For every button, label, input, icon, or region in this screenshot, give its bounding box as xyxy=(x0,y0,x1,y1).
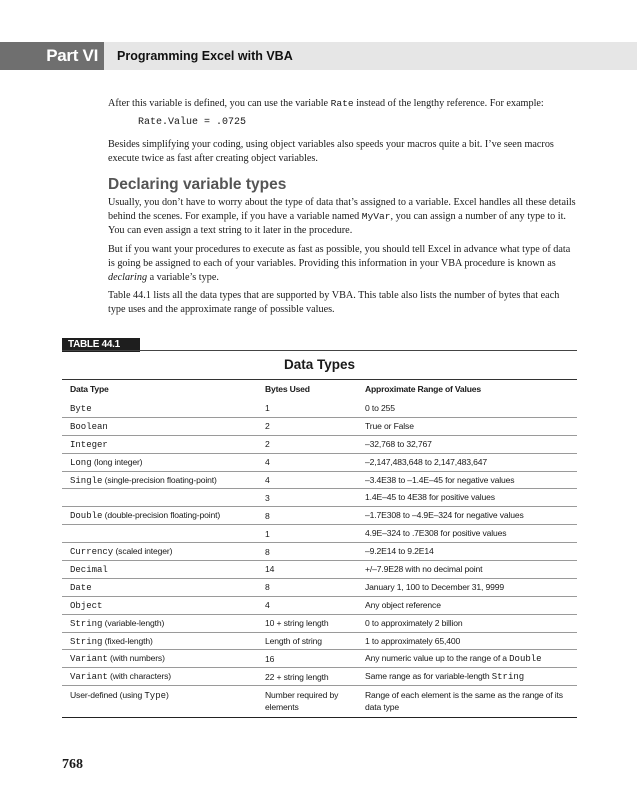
type-keyword: Object xyxy=(70,600,103,611)
cell-bytes-used: Length of string xyxy=(257,632,357,650)
table-row xyxy=(62,543,577,561)
type-description: (single-precision floating-point) xyxy=(102,474,217,485)
part-label: Part VI xyxy=(0,42,104,70)
cell-data-type xyxy=(62,399,257,417)
type-keyword: Date xyxy=(70,582,92,593)
cell-range xyxy=(357,668,577,686)
range-keyword: String xyxy=(491,672,525,683)
type-description: (scaled integer) xyxy=(113,546,173,557)
type-keyword: Double xyxy=(70,511,103,522)
table-title: Data Types xyxy=(283,357,356,372)
table-row xyxy=(62,668,577,686)
cell-range xyxy=(357,525,577,543)
table-row xyxy=(62,578,577,596)
cell-range xyxy=(357,507,577,525)
cell-range xyxy=(357,578,577,596)
type-keyword: Decimal xyxy=(70,564,108,575)
cell-range xyxy=(357,614,577,632)
table-row xyxy=(62,489,577,507)
type-description: ) xyxy=(166,690,169,701)
cell-range xyxy=(357,561,577,579)
range-text: 1.4E–45 to 4E38 for positive values xyxy=(365,492,495,503)
column-header: Bytes Used xyxy=(257,380,357,400)
range-text: +/–7.9E28 with no decimal point xyxy=(365,563,483,574)
range-text: –2,147,483,648 to 2,147,483,647 xyxy=(365,456,487,467)
type-keyword: Currency xyxy=(70,547,114,558)
cell-bytes-used: 2 xyxy=(257,435,357,453)
cell-bytes-used: 8 xyxy=(257,578,357,596)
cell-data-type xyxy=(62,632,257,650)
cell-data-type xyxy=(62,435,257,453)
cell-data-type xyxy=(62,471,257,489)
type-keyword: Boolean xyxy=(70,421,108,432)
cell-range xyxy=(357,650,577,668)
range-text: –32,768 to 32,767 xyxy=(365,438,432,449)
cell-data-type xyxy=(62,650,257,668)
cell-data-type xyxy=(62,686,257,718)
cell-bytes-used: 1 xyxy=(257,525,357,543)
range-text: Any object reference xyxy=(365,599,441,610)
type-description: (with numbers) xyxy=(107,653,165,664)
cell-bytes-used: 3 xyxy=(257,489,357,507)
type-keyword: Variant xyxy=(70,672,108,683)
running-header xyxy=(0,42,637,70)
range-text: 4.9E–324 to .7E308 for positive values xyxy=(365,528,507,539)
cell-bytes-used: 14 xyxy=(257,561,357,579)
section-paragraph-2: But if you want your procedures to execute as fast as possible, you should tell Excel in advance what type of data is going be assigned to each of your variables. Providing this information in your VBA procedure is known as declaring a variable’s type. xyxy=(108,244,571,283)
data-types-table xyxy=(62,379,577,718)
cell-data-type xyxy=(62,578,257,596)
range-keyword: Double xyxy=(509,654,542,665)
type-description: (double-precision floating-point) xyxy=(102,510,221,521)
cell-data-type xyxy=(62,668,257,686)
cell-range xyxy=(357,489,577,507)
cell-bytes-used: 4 xyxy=(257,471,357,489)
cell-range xyxy=(357,471,577,489)
cell-range xyxy=(357,543,577,561)
intro-paragraph-2: Besides simplifying your coding, using object variables also speeds your macros quite a bit. I’ve seen macros execute twice as fast after creating object variables. xyxy=(108,139,554,164)
emphasis: declaring xyxy=(108,272,148,283)
section-heading: Declaring variable types xyxy=(108,176,287,193)
table-label: TABLE 44.1 xyxy=(62,338,140,352)
cell-bytes-used: 8 xyxy=(257,543,357,561)
type-keyword: Long xyxy=(70,457,92,468)
type-keyword: String xyxy=(70,618,103,629)
type-description: (fixed-length) xyxy=(102,635,153,646)
cell-bytes-used: 10 + string length xyxy=(257,614,357,632)
range-text: Any numeric value up to the range of a xyxy=(365,653,510,664)
table-row xyxy=(62,596,577,614)
cell-bytes-used: 1 xyxy=(257,399,357,417)
table-top-rule xyxy=(62,350,577,351)
code-example: Rate.Value = .0725 xyxy=(138,117,247,128)
cell-data-type xyxy=(62,507,257,525)
type-description: (variable-length) xyxy=(102,617,165,628)
type-keyword: Type xyxy=(144,691,166,702)
type-keyword: Single xyxy=(70,475,103,486)
column-header: Data Type xyxy=(62,380,257,400)
range-text: –3.4E38 to –1.4E–45 for negative values xyxy=(365,474,515,485)
table-row xyxy=(62,453,577,471)
cell-range xyxy=(357,435,577,453)
cell-data-type xyxy=(62,596,257,614)
cell-data-type xyxy=(62,489,257,507)
cell-bytes-used: Number required by elements xyxy=(257,686,357,718)
type-keyword: String xyxy=(70,636,103,647)
table-header-row xyxy=(62,380,577,400)
cell-range xyxy=(357,632,577,650)
cell-range xyxy=(357,417,577,435)
cell-bytes-used: 16 xyxy=(257,650,357,668)
cell-range xyxy=(357,453,577,471)
inline-code: Rate xyxy=(330,98,354,109)
table-row xyxy=(62,417,577,435)
range-text: 0 to approximately 2 billion xyxy=(365,617,463,628)
cell-bytes-used: 4 xyxy=(257,453,357,471)
cell-range xyxy=(357,399,577,417)
table-row xyxy=(62,561,577,579)
inline-code: MyVar xyxy=(361,211,391,222)
type-description: User-defined (using xyxy=(70,690,145,701)
table-row xyxy=(62,632,577,650)
table-row xyxy=(62,650,577,668)
table-row xyxy=(62,435,577,453)
cell-range: Range of each element is the same as the range of its data type xyxy=(357,686,577,718)
cell-data-type xyxy=(62,453,257,471)
cell-bytes-used: 4 xyxy=(257,596,357,614)
cell-data-type xyxy=(62,417,257,435)
table-row xyxy=(62,507,577,525)
cell-bytes-used: 8 xyxy=(257,507,357,525)
section-paragraph-1: Usually, you don’t have to worry about the type of data that’s assigned to a variable. Excel handles all these details behind the scenes. For example, if you have a variable named MyVar, you can assign a number of any type to it. You can even assign a text string to it later in the procedure. xyxy=(108,197,576,236)
range-text: 1 to approximately 65,400 xyxy=(365,635,461,646)
cell-bytes-used: 2 xyxy=(257,417,357,435)
intro-paragraph-1: After this variable is defined, you can use the variable Rate instead of the lengthy reference. For example: xyxy=(108,98,544,109)
cell-range xyxy=(357,596,577,614)
section-paragraph-3: Table 44.1 lists all the data types that are supported by VBA. This table also lists the number of bytes that each type uses and the approximate range of possible values. xyxy=(108,290,560,315)
page-number: 768 xyxy=(62,757,83,772)
table-row xyxy=(62,399,577,417)
cell-bytes-used: 22 + string length xyxy=(257,668,357,686)
cell-data-type xyxy=(62,614,257,632)
table-row xyxy=(62,614,577,632)
table-row xyxy=(62,686,577,718)
type-keyword: Byte xyxy=(70,403,92,414)
part-title: Programming Excel with VBA xyxy=(117,49,293,63)
cell-data-type xyxy=(62,543,257,561)
range-text: 0 to 255 xyxy=(365,402,395,413)
type-keyword: Variant xyxy=(70,654,108,665)
type-description: (with characters) xyxy=(107,671,172,682)
range-text: –1.7E308 to –4.9E–324 for negative values xyxy=(365,510,524,521)
range-text: Same range as for variable-length xyxy=(365,671,492,682)
type-keyword: Integer xyxy=(70,439,108,450)
column-header: Approximate Range of Values xyxy=(357,380,577,400)
range-text: –9.2E14 to 9.2E14 xyxy=(365,546,434,557)
range-text: True or False xyxy=(365,420,414,431)
table-row xyxy=(62,525,577,543)
range-text: January 1, 100 to December 31, 9999 xyxy=(365,581,505,592)
cell-data-type xyxy=(62,525,257,543)
table-row xyxy=(62,471,577,489)
type-description: (long integer) xyxy=(91,456,143,467)
cell-data-type xyxy=(62,561,257,579)
